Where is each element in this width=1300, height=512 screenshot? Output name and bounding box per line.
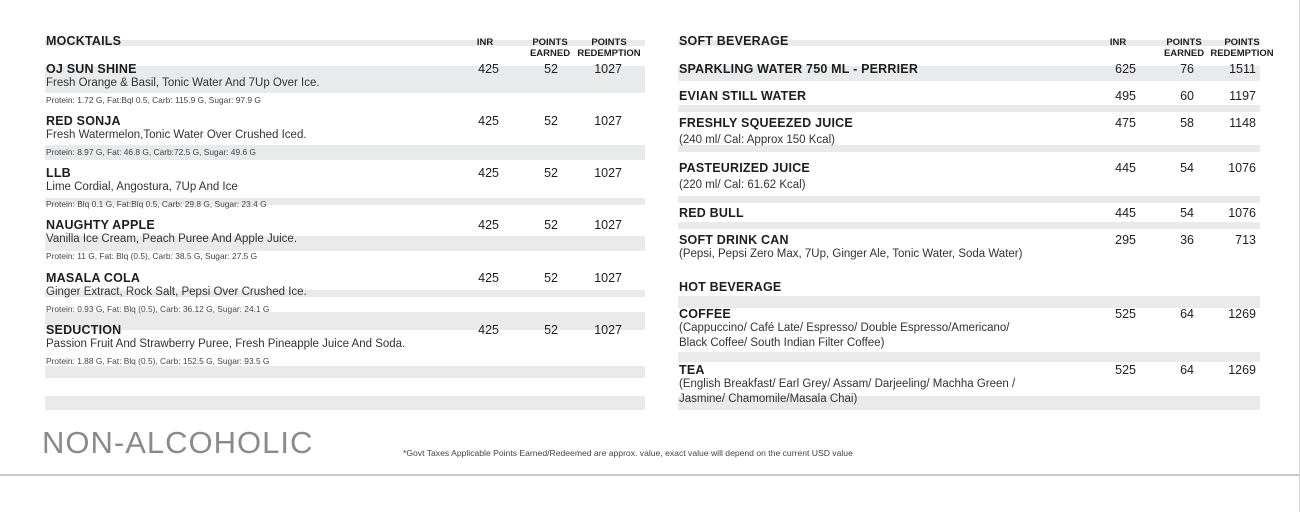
col-points-redemption: POINTS REDEMPTION [577,37,641,59]
band [678,352,1260,362]
item-nutrition: Protein: 11 G, Fat: Blq (0.5), Carb: 38.5 G, Sugar: 27.5 G [46,251,258,261]
item-inr: 295 [1115,233,1136,247]
item-desc: Fresh Orange & Basil, Tonic Water And 7Up Over Ice. [46,77,320,89]
item-earned: 64 [1180,363,1194,377]
item-desc: Ginger Extract, Rock Salt, Pepsi Over Crushed Ice. [46,286,307,298]
item-inr: 425 [478,62,499,76]
band [678,196,1260,203]
section-title-soft-beverage: SOFT BEVERAGE [679,34,789,48]
item-nutrition: Protein: 1.72 G, Fat:Bql 0.5, Carb: 115.9 G, Sugar: 97.9 G [46,95,261,105]
item-name: LLB [46,166,71,180]
item-desc-2: Black Coffee/ South Indian Filter Coffee) [679,337,885,349]
item-desc: Lime Cordial, Angostura, 7Up And Ice [46,181,238,193]
item-earned: 52 [544,166,558,180]
item-inr: 625 [1115,62,1136,76]
section-title-hot-beverage: HOT BEVERAGE [679,280,782,294]
item-inr: 525 [1115,363,1136,377]
item-earned: 64 [1180,307,1194,321]
item-desc-2: Jasmine/ Chamomile/Masala Chai) [679,393,858,405]
item-redemption: 1511 [1229,62,1256,76]
item-name: SOFT DRINK CAN [679,233,789,247]
item-name: EVIAN STILL WATER [679,89,807,103]
item-inr: 425 [478,323,499,337]
item-name: MASALA COLA [46,271,141,285]
category-title: NON-ALCOHOLIC [42,425,314,460]
item-inr: 425 [478,114,499,128]
item-earned: 54 [1180,206,1194,220]
item-earned: 52 [544,218,558,232]
item-redemption: 1027 [594,218,622,232]
item-inr: 425 [478,271,499,285]
tax-note: *Govt Taxes Applicable Points Earned/Redeemed are approx. value, exact value will depend on the current USD value [403,448,853,458]
item-nutrition: Protein: 8.97 G, Fat: 46.8 G, Carb:72.5 G, Sugar: 49.6 G [46,147,256,157]
bottom-rule [0,474,1300,476]
col-points-redemption: POINTS REDEMPTION [1210,37,1274,59]
item-earned: 58 [1180,116,1194,130]
section-title-mocktails: MOCKTAILS [46,34,122,48]
item-inr: 475 [1115,116,1136,130]
item-redemption: 1027 [594,114,622,128]
item-nutrition: Protein: 1.88 G, Fat: Blq (0.5), Carb: 152.5 G, Sugar: 93.5 G [46,356,270,366]
item-name: RED SONJA [46,114,121,128]
col-inr: INR [1109,37,1127,48]
item-earned: 52 [544,62,558,76]
item-desc: (English Breakfast/ Earl Grey/ Assam/ Darjeeling/ Machha Green / [679,378,1016,390]
band [45,366,645,378]
item-name: SPARKLING WATER 750 ML - PERRIER [679,62,919,76]
item-desc: Passion Fruit And Strawberry Puree, Fresh Pineapple Juice And Soda. [46,338,406,350]
band [678,105,1260,112]
item-redemption: 713 [1235,233,1256,247]
item-desc: Vanilla Ice Cream, Peach Puree And Apple Juice. [46,233,298,245]
col-inr: INR [476,37,494,48]
item-redemption: 1148 [1229,116,1256,130]
item-earned: 52 [544,114,558,128]
item-nutrition: Protein: Blq 0.1 G, Fat:Blq 0.5, Carb: 29.8 G, Sugar: 23.4 G [46,199,267,209]
item-desc: (220 ml/ Cal: 61.62 Kcal) [679,179,806,191]
item-inr: 495 [1115,89,1136,103]
item-redemption: 1076 [1228,161,1256,175]
col-points-earned: POINTS EARNED [1163,37,1205,59]
item-name: RED BULL [679,206,744,220]
item-name: NAUGHTY APPLE [46,218,155,232]
item-inr: 445 [1115,161,1136,175]
item-name: FRESHLY SQUEEZED JUICE [679,116,853,130]
item-name: TEA [679,363,705,377]
item-desc: (Cappuccino/ Café Late/ Espresso/ Double Espresso/Americano/ [679,322,1010,334]
band [678,222,1260,229]
item-inr: 525 [1115,307,1136,321]
item-earned: 76 [1180,62,1194,76]
item-nutrition: Protein: 0.93 G, Fat: Blq (0.5), Carb: 36.12 G, Sugar: 24.1 G [46,304,270,314]
band [678,145,1260,152]
item-earned: 54 [1180,161,1194,175]
item-redemption: 1027 [594,166,622,180]
item-redemption: 1076 [1228,206,1256,220]
item-name: OJ SUN SHINE [46,62,137,76]
item-redemption: 1027 [594,323,622,337]
item-inr: 425 [478,166,499,180]
item-redemption: 1197 [1229,89,1256,103]
band [45,396,645,410]
item-earned: 36 [1180,233,1194,247]
item-desc: (240 ml/ Cal: Approx 150 Kcal) [679,134,835,146]
item-name: PASTEURIZED JUICE [679,161,810,175]
item-inr: 445 [1115,206,1136,220]
item-earned: 60 [1180,89,1194,103]
item-name: COFFEE [679,307,731,321]
item-earned: 52 [544,271,558,285]
item-desc: (Pepsi, Pepsi Zero Max, 7Up, Ginger Ale, Tonic Water, Soda Water) [679,248,1023,260]
item-inr: 425 [478,218,499,232]
item-earned: 52 [544,323,558,337]
item-redemption: 1027 [594,62,622,76]
item-redemption: 1269 [1228,363,1256,377]
item-desc: Fresh Watermelon,Tonic Water Over Crushed Iced. [46,129,307,141]
col-points-earned: POINTS EARNED [529,37,571,59]
item-redemption: 1269 [1228,307,1256,321]
item-name: SEDUCTION [46,323,122,337]
item-redemption: 1027 [594,271,622,285]
